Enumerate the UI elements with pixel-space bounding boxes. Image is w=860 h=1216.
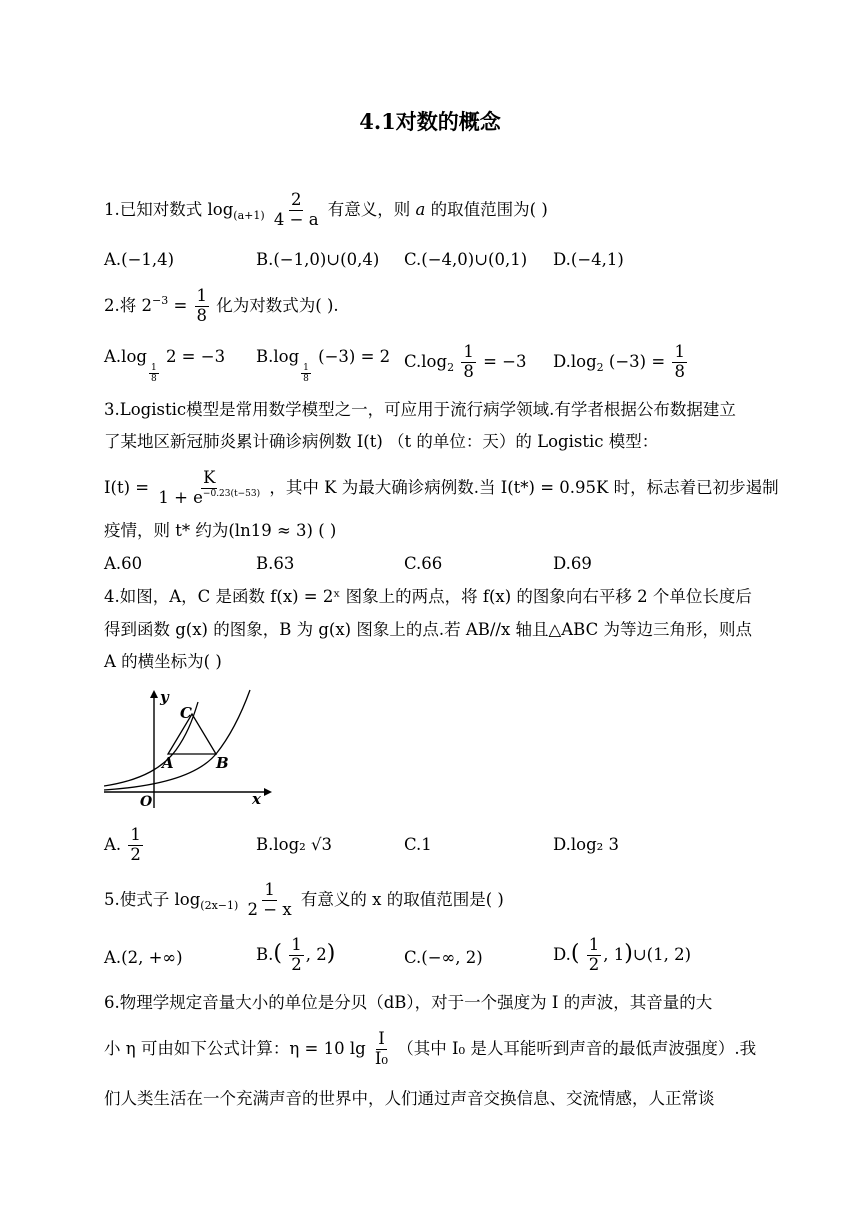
- q4-a-num: 1: [130, 825, 141, 844]
- q6-fraction: [373, 1030, 390, 1069]
- q2-suffix: 化为对数式为( ).: [216, 295, 339, 315]
- q2-a-rest: 2 = −3: [165, 347, 226, 366]
- label-o: O: [140, 794, 153, 810]
- question-2: [104, 287, 760, 326]
- q2-base: 2: [141, 295, 152, 315]
- q2-c-fraction: [461, 343, 476, 382]
- q3-den-exponent: −0.23(t−53): [202, 488, 261, 499]
- q2-option-c: [404, 343, 526, 382]
- q1-prefix: 1.已知对数式: [104, 199, 203, 219]
- q3-line-2: 了某地区新冠肺炎累计确诊病例数 I(t) （t 的单位：天）的 Logistic 模型：: [104, 432, 659, 451]
- q2-equals: =: [173, 295, 188, 315]
- q5-denominator: 2 − x: [247, 899, 292, 919]
- q5-option-d: [553, 936, 691, 975]
- q5-b-paren-close: ): [326, 940, 336, 966]
- q1-log-base: (a+1): [233, 208, 265, 222]
- q5-d-num: 1: [588, 935, 600, 954]
- q4-option-c: C.1: [404, 835, 432, 854]
- q1-log: log: [207, 199, 234, 219]
- q3-numerator: K: [203, 468, 216, 487]
- q1-option-c: C.(−4,0)∪(0,1): [404, 250, 528, 269]
- q5-fraction: [246, 881, 294, 920]
- q2-b-base-num: 1: [303, 363, 309, 373]
- q4-line-2: 得到函数 g(x) 的图象，B 为 g(x) 图象上的点.若 AB//x 轴且△ABC 为等边三角形，则点: [104, 620, 752, 639]
- label-a: A: [162, 754, 174, 772]
- q2-numerator: 1: [196, 286, 208, 305]
- q1-numerator: 2: [290, 190, 302, 209]
- q3-line-4: 疫情，则 t* 约为(ln19 ≈ 3) ( ): [104, 521, 337, 540]
- q2-d-num: 1: [674, 342, 685, 361]
- q2-a-label: A.: [104, 347, 122, 366]
- q4-a-den: 2: [130, 844, 141, 864]
- q6-line-2: [104, 1030, 760, 1069]
- q2-c-base: 2: [447, 360, 455, 374]
- q5-d-paren-open: (: [570, 940, 580, 966]
- question-1: [104, 191, 760, 230]
- q5-b-num: 1: [291, 935, 302, 954]
- q2-d-base: 2: [596, 360, 604, 374]
- q2-option-a: A.log $\frac{1}{8}$ 2 = −3: [104, 347, 226, 385]
- q5-d-tail: ∪(1, 2): [632, 944, 692, 964]
- label-b: B: [216, 754, 229, 772]
- q1-fraction: [272, 191, 321, 230]
- q5-d-den: 2: [588, 954, 600, 974]
- q3-option-b: B.63: [256, 554, 295, 573]
- q4-a-label: A.: [104, 834, 122, 854]
- q2-option-b: B.log $\frac{1}{8}$ (−3) = 2: [256, 347, 391, 385]
- q5-d-label: D.: [553, 944, 571, 964]
- q2-b-label: B.: [256, 347, 274, 366]
- q2-a-base-den: 8: [150, 374, 157, 385]
- q3-line-3: [104, 468, 779, 508]
- q2-c-rest: = −3: [483, 351, 527, 371]
- q6-line-2-suffix: （其中 I₀ 是人耳能听到声音的最低声波强度）.我: [397, 1038, 757, 1058]
- y-axis-arrow: [150, 690, 158, 698]
- q4-option-a: [104, 826, 145, 865]
- q5-b-paren-open: (: [273, 940, 282, 966]
- q4-option-b: B.log₂ √3: [256, 835, 333, 854]
- q5-b-fraction: [289, 936, 304, 975]
- q1-option-a: A.(−1,4): [104, 250, 175, 269]
- q5-b-rest: , 2: [305, 944, 327, 964]
- q4-a-fraction: [128, 826, 143, 865]
- q5-log: log: [174, 889, 201, 909]
- q1-denominator: 4 − a: [273, 209, 319, 229]
- q4-line-3: A 的横坐标为( ): [104, 652, 222, 671]
- q5-b-label: B.: [256, 944, 274, 964]
- q5-option-c: C.(−∞, 2): [404, 948, 483, 967]
- q3-lhs: I(t) =: [104, 477, 150, 497]
- q6-numerator: I: [378, 1029, 385, 1048]
- q2-b-base: [301, 363, 311, 385]
- q3-line-3-rest: ，其中 K 为最大确诊病例数.当 I(t*) = 0.95K 时，标志着已初步遏制: [269, 477, 779, 497]
- q5-d-paren-close: ): [624, 940, 633, 966]
- q6-line-3: 们人类生活在一个充满声音的世界中，人们通过声音交换信息、交流情感，人正常谈: [104, 1089, 715, 1108]
- q5-suffix: 有意义的 x 的取值范围是( ): [300, 889, 504, 909]
- label-y: y: [160, 688, 169, 706]
- q4-line-1: 4.如图，A，C 是函数 f(x) = 2ˣ 图象上的两点，将 f(x) 的图象向右平移 2 个单位长度后: [104, 587, 752, 606]
- q3-option-a: A.60: [104, 554, 143, 573]
- q4-option-d: D.log₂ 3: [553, 835, 620, 854]
- q2-option-d: [553, 343, 689, 382]
- q2-d-fraction: [672, 343, 687, 382]
- q3-line-1: 3.Logistic模型是常用数学模型之一，可应用于流行病学领域.有学者根据公布数据建立: [104, 400, 736, 419]
- q5-log-base: (2x−1): [200, 898, 239, 912]
- q2-d-rest: (−3) =: [608, 351, 666, 371]
- q2-exponent: −3: [152, 293, 169, 307]
- q5-d-fraction: [587, 936, 602, 975]
- q3-option-d: D.69: [553, 554, 592, 573]
- q2-c-label: C.log: [404, 351, 448, 371]
- q2-prefix: 2.将: [104, 295, 137, 315]
- q2-c-num: 1: [463, 342, 474, 361]
- q3-denominator: [156, 489, 262, 508]
- q5-option-b: [256, 936, 335, 975]
- page-title: 4.1对数的概念: [359, 109, 501, 134]
- q2-c-den: 8: [463, 361, 474, 381]
- q5-option-a: A.(2, +∞): [104, 948, 183, 967]
- label-c: C: [180, 704, 192, 722]
- question-5: [104, 881, 760, 920]
- q5-d-rest: , 1: [603, 944, 625, 964]
- q5-b-den: 2: [291, 954, 302, 974]
- q1-variable: a: [415, 199, 426, 219]
- q6-line-2-prefix: 小 η 可由如下公式计算：η = 10 lg: [104, 1038, 366, 1058]
- q2-a-base-num: 1: [150, 363, 157, 373]
- q2-b-base-den: 8: [303, 374, 309, 385]
- q5-prefix: 5.使式子: [104, 889, 170, 909]
- x-axis-arrow: [264, 788, 272, 796]
- q5-numerator: 1: [264, 880, 275, 899]
- q2-fraction: [195, 287, 210, 326]
- q2-denominator: 8: [196, 305, 208, 325]
- q1-suffix: 有意义，则: [327, 199, 411, 219]
- q6-line-1: 6.物理学规定音量大小的单位是分贝（dB），对于一个强度为 I 的声波，其音量的大: [104, 993, 713, 1012]
- q3-den-base: 1 + e: [158, 487, 203, 507]
- q1-option-b: B.(−1,0)∪(0,4): [256, 250, 380, 269]
- q2-d-label: D.log: [553, 351, 597, 371]
- label-x: x: [252, 790, 261, 808]
- q2-d-den: 8: [674, 361, 685, 381]
- q2-b-rest: (−3) = 2: [318, 347, 391, 366]
- q6-denominator: I₀: [374, 1048, 389, 1068]
- q1-option-d: D.(−4,1): [553, 250, 624, 269]
- q3-fraction: [156, 469, 262, 508]
- q2-a-base: [149, 363, 159, 385]
- q3-option-c: C.66: [404, 554, 443, 573]
- q1-suffix2: 的取值范围为( ): [430, 199, 548, 219]
- q4-figure: [104, 688, 274, 810]
